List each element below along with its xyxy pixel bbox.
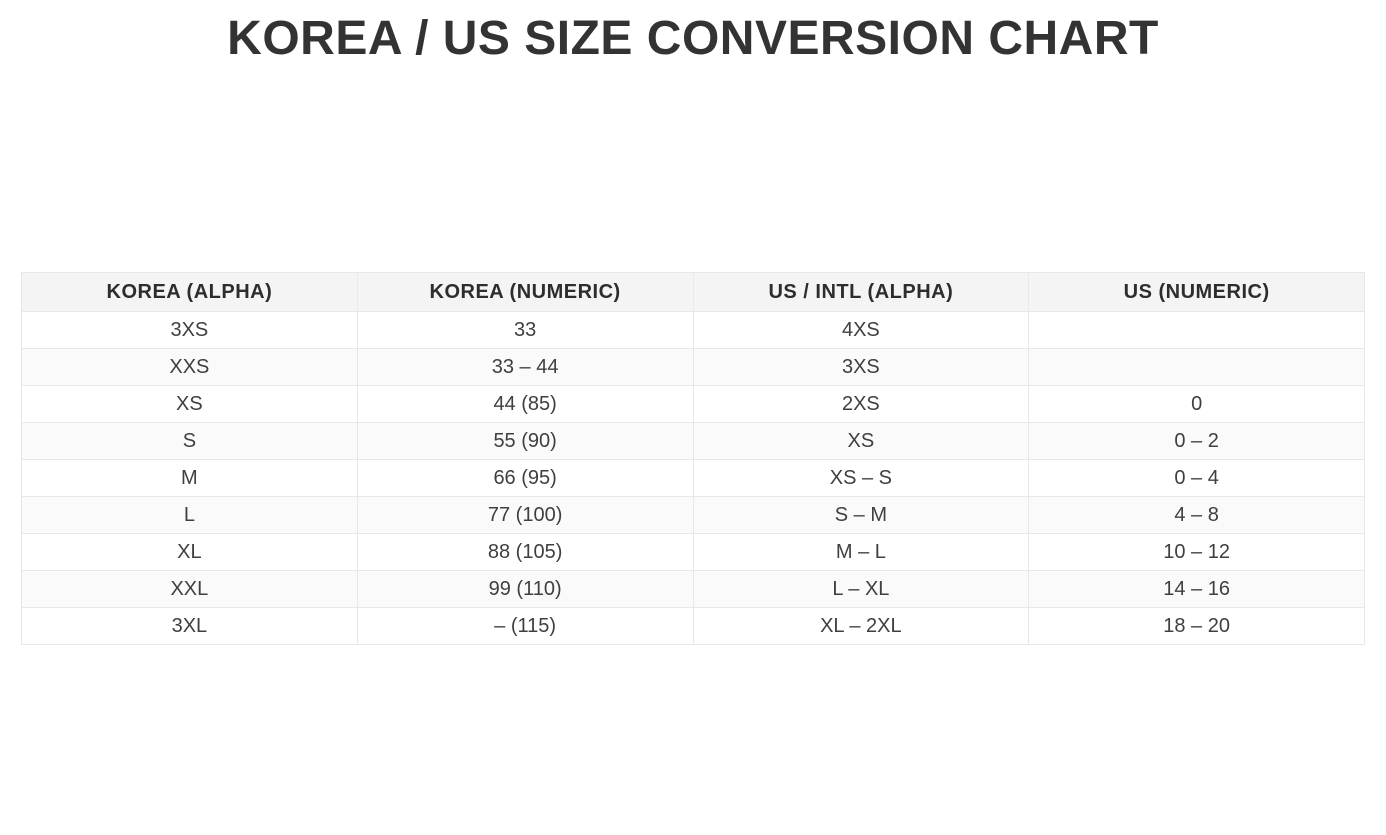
table-cell: 66 (95) — [357, 460, 693, 497]
table-body — [22, 312, 1365, 645]
table-row — [22, 386, 1365, 423]
table-cell: 4XS — [693, 312, 1029, 349]
table-cell: XL — [22, 534, 358, 571]
table-cell: 0 — [1029, 386, 1365, 423]
table-cell: 3XS — [693, 349, 1029, 386]
table-cell: XS – S — [693, 460, 1029, 497]
table-cell: 88 (105) — [357, 534, 693, 571]
table-cell: 2XS — [693, 386, 1029, 423]
table-cell — [1029, 349, 1365, 386]
column-header-us-numeric: US (NUMERIC) — [1029, 273, 1365, 312]
table-cell: 0 – 2 — [1029, 423, 1365, 460]
table-cell: M — [22, 460, 358, 497]
table-cell: 18 – 20 — [1029, 608, 1365, 645]
table-cell: L – XL — [693, 571, 1029, 608]
table-cell: M – L — [693, 534, 1029, 571]
table-cell: XS — [693, 423, 1029, 460]
table-cell: 0 – 4 — [1029, 460, 1365, 497]
table-cell: 44 (85) — [357, 386, 693, 423]
table-row — [22, 497, 1365, 534]
table-cell: XS — [22, 386, 358, 423]
size-conversion-table-container — [21, 272, 1365, 645]
table-header — [22, 273, 1365, 312]
table-row — [22, 534, 1365, 571]
table-cell: 99 (110) — [357, 571, 693, 608]
table-cell: – (115) — [357, 608, 693, 645]
table-cell: 3XL — [22, 608, 358, 645]
table-cell: L — [22, 497, 358, 534]
table-row — [22, 571, 1365, 608]
table-header-row — [22, 273, 1365, 312]
table-cell: XL – 2XL — [693, 608, 1029, 645]
column-header-us-intl-alpha: US / INTL (ALPHA) — [693, 273, 1029, 312]
table-cell: 3XS — [22, 312, 358, 349]
table-cell: XXL — [22, 571, 358, 608]
table-cell — [1029, 312, 1365, 349]
table-cell: 33 – 44 — [357, 349, 693, 386]
table-row — [22, 460, 1365, 497]
column-header-korea-alpha: KOREA (ALPHA) — [22, 273, 358, 312]
table-cell: 77 (100) — [357, 497, 693, 534]
table-cell: 4 – 8 — [1029, 497, 1365, 534]
table-row — [22, 349, 1365, 386]
table-cell: 33 — [357, 312, 693, 349]
table-cell: S — [22, 423, 358, 460]
table-cell: 10 – 12 — [1029, 534, 1365, 571]
table-row — [22, 312, 1365, 349]
table-cell: 14 – 16 — [1029, 571, 1365, 608]
table-row — [22, 608, 1365, 645]
table-row — [22, 423, 1365, 460]
table-cell: S – M — [693, 497, 1029, 534]
table-cell: XXS — [22, 349, 358, 386]
column-header-korea-numeric: KOREA (NUMERIC) — [357, 273, 693, 312]
size-conversion-table — [21, 272, 1365, 645]
table-cell: 55 (90) — [357, 423, 693, 460]
page-title: KOREA / US SIZE CONVERSION CHART — [227, 12, 1159, 65]
